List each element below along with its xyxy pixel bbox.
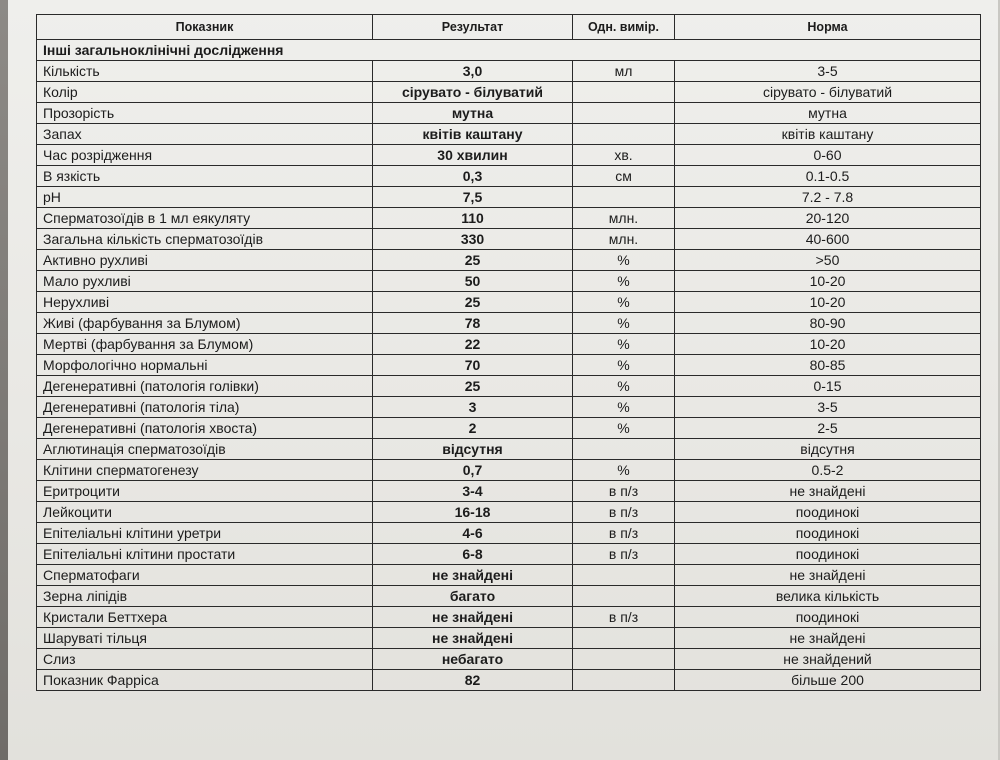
indicator-name: Епітеліальні клітини уретри <box>37 523 373 544</box>
table-row <box>37 670 981 691</box>
result-value: 82 <box>373 670 573 691</box>
result-value: 25 <box>373 376 573 397</box>
unit-cell: % <box>573 460 675 481</box>
norm-value: квітів каштану <box>675 124 981 145</box>
result-value: не знайдені <box>373 628 573 649</box>
result-value: відсутня <box>373 439 573 460</box>
unit-cell: млн. <box>573 229 675 250</box>
section-row <box>37 40 981 61</box>
unit-cell: % <box>573 313 675 334</box>
table-row <box>37 628 981 649</box>
unit-cell: % <box>573 334 675 355</box>
table-row <box>37 229 981 250</box>
unit-cell <box>573 439 675 460</box>
semen-analysis-table <box>36 14 981 691</box>
indicator-name: Дегенеративні (патологія тіла) <box>37 397 373 418</box>
norm-value: 7.2 - 7.8 <box>675 187 981 208</box>
norm-value: 10-20 <box>675 292 981 313</box>
table-row <box>37 124 981 145</box>
norm-value: 0.5-2 <box>675 460 981 481</box>
indicator-name: Сперматофаги <box>37 565 373 586</box>
result-value: 2 <box>373 418 573 439</box>
table-row <box>37 250 981 271</box>
norm-value: 0-60 <box>675 145 981 166</box>
result-value: 330 <box>373 229 573 250</box>
unit-cell: млн. <box>573 208 675 229</box>
table-row <box>37 397 981 418</box>
table-row <box>37 586 981 607</box>
indicator-name: Шаруваті тільця <box>37 628 373 649</box>
result-value: 4-6 <box>373 523 573 544</box>
photo-background-edge <box>0 0 8 760</box>
unit-cell: % <box>573 271 675 292</box>
result-value: 16-18 <box>373 502 573 523</box>
norm-value: поодинокі <box>675 607 981 628</box>
indicator-name: Живі (фарбування за Блумом) <box>37 313 373 334</box>
norm-value: >50 <box>675 250 981 271</box>
unit-cell: % <box>573 397 675 418</box>
norm-value: велика кількість <box>675 586 981 607</box>
indicator-name: Кількість <box>37 61 373 82</box>
result-value: багато <box>373 586 573 607</box>
result-value: не знайдені <box>373 565 573 586</box>
indicator-name: Запах <box>37 124 373 145</box>
unit-cell <box>573 82 675 103</box>
unit-cell <box>573 586 675 607</box>
indicator-name: Клітини сперматогенезу <box>37 460 373 481</box>
unit-cell <box>573 628 675 649</box>
indicator-name: Загальна кількість сперматозоїдів <box>37 229 373 250</box>
indicator-name: Показник Фарріса <box>37 670 373 691</box>
table-row <box>37 607 981 628</box>
result-value: 3,0 <box>373 61 573 82</box>
table-row <box>37 355 981 376</box>
result-value: 70 <box>373 355 573 376</box>
indicator-name: Сперматозоїдів в 1 мл еякуляту <box>37 208 373 229</box>
table-row <box>37 187 981 208</box>
norm-value: не знайдений <box>675 649 981 670</box>
norm-value: 0.1-0.5 <box>675 166 981 187</box>
unit-cell: в п/з <box>573 481 675 502</box>
norm-value: 40-600 <box>675 229 981 250</box>
unit-cell <box>573 670 675 691</box>
norm-value: не знайдені <box>675 628 981 649</box>
table-row <box>37 313 981 334</box>
unit-cell <box>573 124 675 145</box>
unit-cell <box>573 649 675 670</box>
norm-value: 10-20 <box>675 334 981 355</box>
result-value: сірувато - білуватий <box>373 82 573 103</box>
section-title: Інші загальноклінічні дослідження <box>37 40 981 61</box>
indicator-name: Кристали Беттхера <box>37 607 373 628</box>
indicator-name: pH <box>37 187 373 208</box>
header-indicator: Показник <box>37 15 373 40</box>
unit-cell: см <box>573 166 675 187</box>
norm-value: 0-15 <box>675 376 981 397</box>
result-value: 78 <box>373 313 573 334</box>
result-value: 6-8 <box>373 544 573 565</box>
unit-cell: % <box>573 376 675 397</box>
indicator-name: Мало рухливі <box>37 271 373 292</box>
indicator-name: Дегенеративні (патологія хвоста) <box>37 418 373 439</box>
result-value: 0,7 <box>373 460 573 481</box>
table-row <box>37 439 981 460</box>
norm-value: поодинокі <box>675 523 981 544</box>
table-row <box>37 502 981 523</box>
norm-value: мутна <box>675 103 981 124</box>
table-row <box>37 208 981 229</box>
unit-cell <box>573 103 675 124</box>
norm-value: 80-85 <box>675 355 981 376</box>
header-unit: Одн. вимір. <box>573 15 675 40</box>
result-value: 7,5 <box>373 187 573 208</box>
table-row <box>37 481 981 502</box>
result-value: квітів каштану <box>373 124 573 145</box>
result-value: не знайдені <box>373 607 573 628</box>
table-row <box>37 103 981 124</box>
result-value: мутна <box>373 103 573 124</box>
table-row <box>37 565 981 586</box>
indicator-name: Мертві (фарбування за Блумом) <box>37 334 373 355</box>
norm-value: поодинокі <box>675 502 981 523</box>
unit-cell: % <box>573 418 675 439</box>
unit-cell: в п/з <box>573 502 675 523</box>
norm-value: 2-5 <box>675 418 981 439</box>
indicator-name: Еритроцити <box>37 481 373 502</box>
header-norm: Норма <box>675 15 981 40</box>
result-value: 30 хвилин <box>373 145 573 166</box>
indicator-name: Прозорість <box>37 103 373 124</box>
norm-value: 10-20 <box>675 271 981 292</box>
indicator-name: Аглютинація сперматозоїдів <box>37 439 373 460</box>
indicator-name: Нерухливі <box>37 292 373 313</box>
table-row <box>37 418 981 439</box>
indicator-name: Колір <box>37 82 373 103</box>
unit-cell: мл <box>573 61 675 82</box>
indicator-name: Час розрідження <box>37 145 373 166</box>
norm-value: 3-5 <box>675 397 981 418</box>
result-value: 50 <box>373 271 573 292</box>
indicator-name: Зерна ліпідів <box>37 586 373 607</box>
norm-value: 20-120 <box>675 208 981 229</box>
norm-value: поодинокі <box>675 544 981 565</box>
unit-cell: % <box>573 292 675 313</box>
table-row <box>37 145 981 166</box>
indicator-name: В язкість <box>37 166 373 187</box>
header-result: Результат <box>373 15 573 40</box>
header-row <box>37 15 981 40</box>
unit-cell: хв. <box>573 145 675 166</box>
indicator-name: Епітеліальні клітини простати <box>37 544 373 565</box>
norm-value: 80-90 <box>675 313 981 334</box>
unit-cell: % <box>573 250 675 271</box>
table-row <box>37 61 981 82</box>
table-row <box>37 523 981 544</box>
table-row <box>37 334 981 355</box>
table-row <box>37 376 981 397</box>
indicator-name: Слиз <box>37 649 373 670</box>
unit-cell <box>573 565 675 586</box>
indicator-name: Активно рухливі <box>37 250 373 271</box>
table-row <box>37 544 981 565</box>
unit-cell: в п/з <box>573 523 675 544</box>
unit-cell: % <box>573 355 675 376</box>
norm-value: більше 200 <box>675 670 981 691</box>
result-value: 3 <box>373 397 573 418</box>
table-row <box>37 292 981 313</box>
indicator-name: Дегенеративні (патологія голівки) <box>37 376 373 397</box>
result-value: небагато <box>373 649 573 670</box>
unit-cell: в п/з <box>573 544 675 565</box>
indicator-name: Морфологічно нормальні <box>37 355 373 376</box>
table-row <box>37 271 981 292</box>
result-value: 25 <box>373 292 573 313</box>
table-row <box>37 166 981 187</box>
indicator-name: Лейкоцити <box>37 502 373 523</box>
norm-value: 3-5 <box>675 61 981 82</box>
norm-value: відсутня <box>675 439 981 460</box>
norm-value: не знайдені <box>675 481 981 502</box>
result-value: 0,3 <box>373 166 573 187</box>
result-value: 110 <box>373 208 573 229</box>
unit-cell: в п/з <box>573 607 675 628</box>
norm-value: сірувато - білуватий <box>675 82 981 103</box>
result-value: 3-4 <box>373 481 573 502</box>
table-row <box>37 460 981 481</box>
table-row <box>37 649 981 670</box>
unit-cell <box>573 187 675 208</box>
result-value: 22 <box>373 334 573 355</box>
result-value: 25 <box>373 250 573 271</box>
table-row <box>37 82 981 103</box>
norm-value: не знайдені <box>675 565 981 586</box>
